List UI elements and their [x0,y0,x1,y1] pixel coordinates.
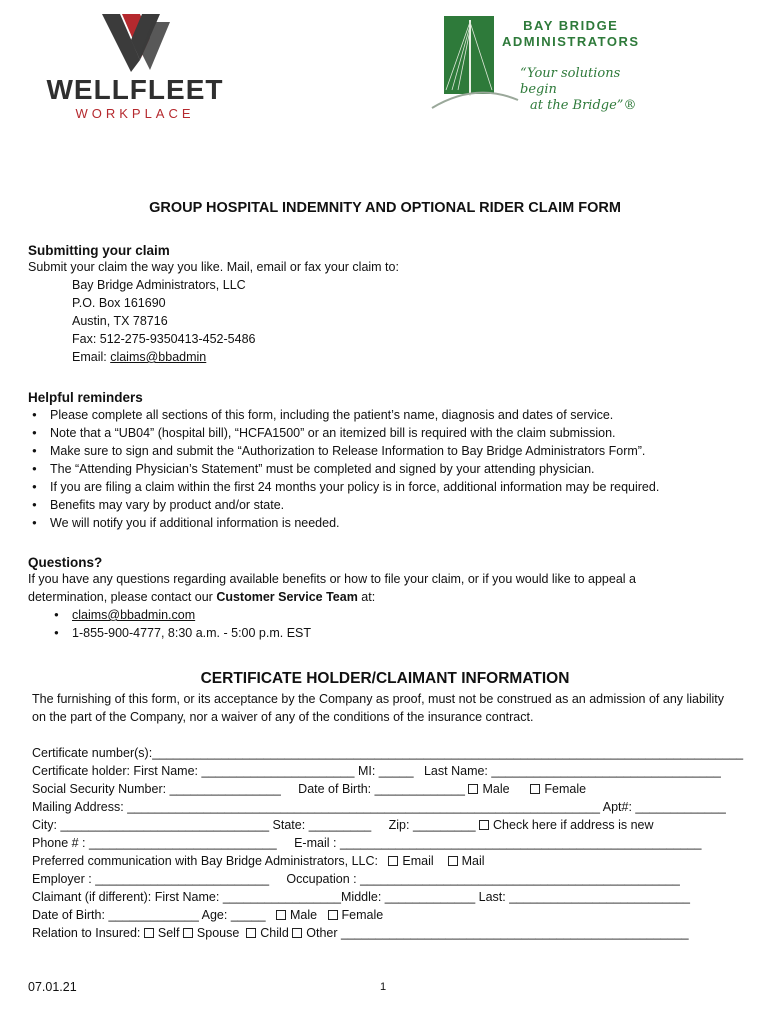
email-label: Email: [72,350,111,364]
bay-bridge-name [502,18,640,50]
phone-label: Phone # : [32,836,86,850]
email-link[interactable]: claims@bbadmin [110,350,207,364]
occupation-field[interactable]: ______________________________________________ [360,872,680,886]
dob-label: Date of Birth: [298,782,372,796]
submitting-heading: Submitting your claim [28,243,170,258]
address-line: Austin, TX 78716 [72,314,168,328]
contact-email[interactable]: ● claims@bbadmin.com [50,606,678,624]
list-item: ● Please complete all sections of this form, including the patient’s name, diagnosis and dates of service. [28,406,748,424]
preferred-row [32,852,732,870]
mi-field[interactable]: _____ [378,764,414,778]
city-label: City: [32,818,57,832]
female2-checkbox[interactable] [328,910,338,920]
last-label: Last: [478,890,506,904]
middle-field[interactable]: _____________ [384,890,476,904]
wellfleet-logo [40,12,230,121]
questions-section [28,555,678,642]
reminders-heading: Helpful reminders [28,390,143,405]
email-field[interactable]: ____________________________________________________ [339,836,702,850]
customer-service-team: Customer Service Team [216,590,358,604]
state-label: State: [272,818,306,832]
fax-line: Fax: 512-275-9350413-452-5486 [72,332,256,346]
cert-number-label: Certificate number(s): [32,746,153,760]
age-label: Age: [201,908,228,922]
claimant-form [32,744,744,942]
middle-label: Middle: [341,890,382,904]
questions-heading: Questions? [28,555,103,570]
self-checkbox[interactable] [144,928,154,938]
bay-bridge-logo [430,12,660,112]
page-number: 1 [380,981,387,993]
list-item: ● The “Attending Physician’s Statement” must be completed and signed by your attending physician. [28,460,748,478]
male-label: Male [482,782,510,796]
list-item: ● If you are filing a claim within the first 24 months your policy is in force, additional information may be required. [28,478,670,496]
wellfleet-name: WELLFLEET [46,74,224,105]
dob2-field[interactable]: _____________ [108,908,199,922]
list-item: ● Benefits may vary by product and/or state. [28,496,748,514]
claimant-row [32,888,732,906]
occupation-label: Occupation : [286,872,357,886]
footer-date: 07.01.21 [28,980,77,994]
holder-first-field[interactable]: ______________________ [201,764,355,778]
spouse-label: Spouse [196,926,240,940]
pref-email-label: Email [402,854,434,868]
list-item: ● Make sure to sign and submit the “Authorization to Release Information to Bay Bridge Administrators Form”. [28,442,748,460]
bay-bridge-line2: ADMINISTRATORS [502,34,640,49]
address-line: P.O. Box 161690 [72,296,166,310]
child-label: Child [260,926,289,940]
employer-field[interactable]: _________________________ [95,872,270,886]
tagline-line2: at the Bridge”® [530,98,637,113]
wellfleet-sub: WORKPLACE [75,106,195,121]
other-label: Other [306,926,338,940]
city-field[interactable]: ______________________________ [60,818,270,832]
employer-row [32,870,732,888]
city-row [32,816,732,834]
male2-label: Male [290,908,318,922]
contact-phone: ● 1-855-900-4777, 8:30 a.m. - 5:00 p.m. EST [50,624,678,642]
dob2-label: Date of Birth: [32,908,105,922]
wellfleet-logo-mark-icon [40,12,230,74]
mailing-field[interactable]: ____________________________________________________________________ [127,800,600,814]
new-address-label: Check here if address is new [493,818,654,832]
ssn-field[interactable]: ________________ [169,782,281,796]
submitting-section [28,243,748,366]
holder-first-label: Certificate holder: First Name: [32,764,199,778]
tagline-line1: “Your solutions begin [520,66,621,97]
last-name-field[interactable]: _________________________________ [491,764,721,778]
other-field[interactable]: __________________________________________________ [341,926,689,940]
pref-mail-checkbox[interactable] [448,856,458,866]
pref-mail-label: Mail [461,854,485,868]
questions-text [28,570,678,606]
last-name-label: Last Name: [423,764,488,778]
pref-email-checkbox[interactable] [388,856,398,866]
form-title: GROUP HOSPITAL INDEMNITY AND OPTIONAL RIDER CLAIM FORM [149,200,621,216]
email-line [72,348,748,366]
apt-label: Apt#: [602,800,632,814]
relation-row [32,924,732,942]
ssn-label: Social Security Number: [32,782,167,796]
reminders-section [28,390,748,532]
list-item: ● Note that a “UB04” (hospital bill), “HCFA1500” or an itemized bill is required with the claim submission. [28,424,748,442]
state-field[interactable]: _________ [308,818,372,832]
other-checkbox[interactable] [292,928,302,938]
bay-bridge-line1: BAY BRIDGE [523,18,619,33]
female-checkbox[interactable] [530,784,540,794]
questions-text-after: at: [357,590,376,604]
preferred-label: Preferred communication with Bay Bridge Administrators, LLC: [32,854,378,868]
claimant-dob-row [32,906,732,924]
male-checkbox[interactable] [468,784,478,794]
spouse-checkbox[interactable] [183,928,193,938]
claimant-first-label: Claimant (if different): First Name: [32,890,220,904]
employer-label: Employer : [32,872,92,886]
cert-number-field[interactable]: _____________________________________________________________________________________ [152,746,744,760]
list-item: ● We will notify you if additional information is needed. [28,514,748,532]
questions-text-before: If you have any questions regarding available benefits or how to file your claim, or if you would like to appeal a determination, please contact our [28,572,636,604]
claimant-first-field[interactable]: _________________ [222,890,341,904]
submitting-intro: Submit your claim the way you like. Mail, email or fax your claim to: [28,260,399,274]
age-field[interactable]: _____ [230,908,266,922]
phone-field[interactable]: ___________________________ [89,836,277,850]
zip-label: Zip: [388,818,410,832]
ssn-row [32,780,732,798]
email-field-label: E-mail : [294,836,337,850]
mailing-address-block [28,276,748,366]
phone-row [32,834,732,852]
mailing-row [32,798,732,816]
female-label: Female [544,782,587,796]
dob-field[interactable]: _____________ [374,782,465,796]
last-field[interactable]: __________________________ [509,890,690,904]
reminders-list [28,406,748,532]
male2-checkbox[interactable] [276,910,286,920]
child-checkbox[interactable] [246,928,256,938]
contact-list [28,606,678,642]
mailing-label: Mailing Address: [32,800,124,814]
zip-field[interactable]: _________ [412,818,476,832]
cert-number-row [32,744,744,762]
disclaimer: The furnishing of this form, or its acceptance by the Company as proof, must not be construed as an admission of any liability on the part of the Company, nor a waiver of any of the conditions of the insurance contract. [32,692,725,724]
mi-label: MI: [357,764,376,778]
female2-label: Female [341,908,384,922]
holder-name-row [32,762,732,780]
new-address-checkbox[interactable] [479,820,489,830]
certificate-heading: CERTIFICATE HOLDER/CLAIMANT INFORMATION [200,670,570,687]
apt-field[interactable]: _____________ [635,800,726,814]
address-line: Bay Bridge Administrators, LLC [72,278,246,292]
self-label: Self [157,926,180,940]
bay-bridge-tagline [520,66,660,114]
relation-label: Relation to Insured: [32,926,141,940]
